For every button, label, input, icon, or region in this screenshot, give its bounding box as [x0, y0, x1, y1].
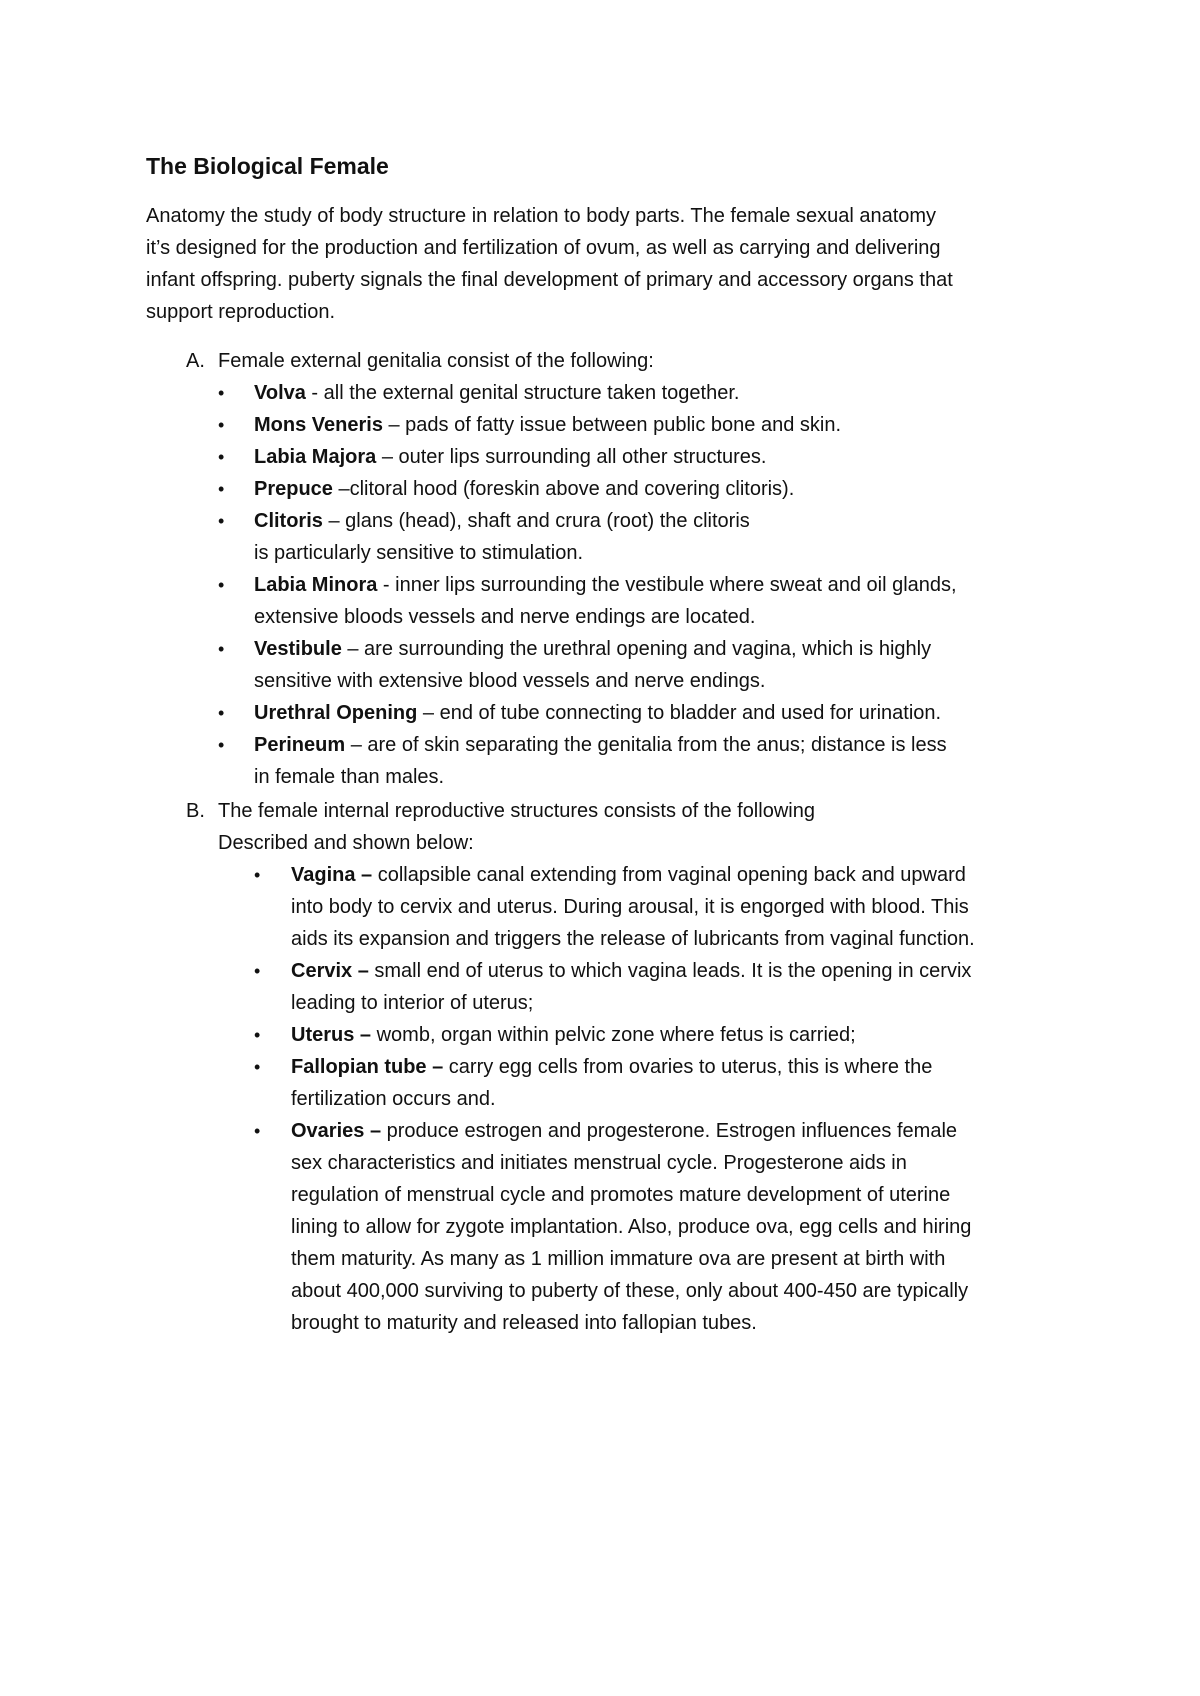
list-item-term: Mons Veneris: [254, 414, 383, 436]
list-item-description: small end of uterus to which vagina leads. It is the opening in cervix: [368, 960, 972, 982]
list-item-term: Labia Majora: [254, 446, 377, 468]
list-item-description: about 400,000 surviving to puberty of these, only about 400-450 are typically: [291, 1280, 969, 1302]
list-item-line: [254, 537, 1200, 569]
section-heading-text: Described and shown below:: [218, 832, 474, 854]
list-item-term: Vagina –: [291, 864, 373, 886]
list-item-description: – pads of fatty issue between public bone and skin.: [382, 414, 842, 436]
bullet-icon: •: [254, 1121, 261, 1141]
list-item: [0, 1051, 1200, 1115]
list-item: [0, 633, 1200, 697]
list-item-line: [291, 987, 1200, 1019]
section-heading-text: Female external genitalia consist of the following:: [218, 350, 654, 372]
list-item: [0, 569, 1200, 633]
list-item-term: Urethral Opening: [254, 702, 418, 724]
bullet-icon: •: [218, 639, 225, 659]
list-item: [0, 729, 1200, 793]
list-item-line: [254, 569, 1200, 601]
list-item-description: - inner lips surrounding the vestibule where sweat and oil glands,: [377, 574, 957, 596]
list-item-line: [291, 1211, 1200, 1243]
list-item-line: [291, 955, 1200, 987]
bullet-icon: •: [218, 511, 225, 531]
list-item-line: [291, 1051, 1200, 1083]
list-item-description: - all the external genital structure taken together.: [305, 382, 740, 404]
list-item-term: Fallopian tube –: [291, 1056, 444, 1078]
list-item: [0, 1019, 1200, 1051]
list-item-line: [291, 1243, 1200, 1275]
list-item-line: [254, 633, 1200, 665]
internal-structures-list: [0, 859, 1200, 1339]
list-item-line: [254, 729, 1200, 761]
bullet-icon: •: [254, 961, 261, 981]
list-item-line: [291, 1083, 1200, 1115]
external-structures-list: [0, 377, 1200, 793]
list-item-description: leading to interior of uterus;: [291, 992, 534, 1014]
list-item-term: Labia Minora: [254, 574, 378, 596]
list-item: [0, 505, 1200, 569]
intro-line: Anatomy the study of body structure in relation to body parts. The female sexual anatomy: [146, 205, 937, 227]
list-item: [0, 377, 1200, 409]
bullet-icon: •: [254, 865, 261, 885]
list-item-description: – are surrounding the urethral opening and vagina, which is highly: [341, 638, 932, 660]
list-item-term: Volva: [254, 382, 306, 404]
list-item-term: Perineum: [254, 734, 346, 756]
list-item-line: [291, 1019, 1200, 1051]
list-item-description: –clitoral hood (foreskin above and covering clitoris).: [332, 478, 795, 500]
bullet-icon: •: [254, 1057, 261, 1077]
list-item-line: [254, 505, 1200, 537]
section-heading: [0, 345, 1200, 377]
list-item-line: [254, 377, 1200, 409]
list-item-line: [254, 409, 1200, 441]
list-item-description: womb, organ within pelvic zone where fetus is carried;: [371, 1024, 856, 1046]
list-item-line: [254, 665, 1200, 697]
list-item-line: [291, 1275, 1200, 1307]
section-internal-structures: [0, 795, 1200, 1339]
list-item-description: extensive bloods vessels and nerve endings are located.: [254, 606, 756, 628]
list-item-description: aids its expansion and triggers the release of lubricants from vaginal function.: [291, 928, 975, 950]
list-item-description: – end of tube connecting to bladder and used for urination.: [417, 702, 942, 724]
list-item-line: [291, 859, 1200, 891]
bullet-icon: •: [218, 383, 225, 403]
list-item-description: – outer lips surrounding all other structures.: [376, 446, 767, 468]
section-heading-text: The female internal reproductive structures consists of the following: [218, 800, 815, 822]
list-item-line: [291, 1115, 1200, 1147]
list-item-line: [291, 1179, 1200, 1211]
section-external-genitalia: [0, 345, 1200, 793]
list-item-description: is particularly sensitive to stimulation.: [254, 542, 584, 564]
list-item: [0, 955, 1200, 1019]
section-marker: B.: [186, 800, 205, 822]
list-item: [0, 473, 1200, 505]
bullet-icon: •: [218, 447, 225, 467]
bullet-icon: •: [254, 1025, 261, 1045]
list-item-line: [254, 697, 1200, 729]
list-item-line: [254, 441, 1200, 473]
list-item-description: them maturity. As many as 1 million immature ova are present at birth with: [291, 1248, 946, 1270]
list-item-description: – are of skin separating the genitalia from the anus; distance is less: [345, 734, 947, 756]
list-item: [0, 859, 1200, 955]
bullet-icon: •: [218, 735, 225, 755]
section-heading-continued: [0, 827, 1200, 859]
list-item-term: Vestibule: [254, 638, 342, 660]
bullet-icon: •: [218, 575, 225, 595]
intro-line: infant offspring. puberty signals the final development of primary and accessory organs that: [146, 269, 953, 291]
list-item-description: brought to maturity and released into fallopian tubes.: [291, 1312, 757, 1334]
list-item-description: collapsible canal extending from vaginal opening back and upward: [372, 864, 966, 886]
list-item-term: Prepuce: [254, 478, 333, 500]
list-item-term: Ovaries –: [291, 1120, 382, 1142]
list-item-description: in female than males.: [254, 766, 445, 788]
section-heading: [0, 795, 1200, 827]
intro-line: it’s designed for the production and fertilization of ovum, as well as carrying and delivering: [146, 237, 941, 259]
list-item-term: Uterus –: [291, 1024, 372, 1046]
list-item-line: [254, 601, 1200, 633]
bullet-icon: •: [218, 415, 225, 435]
list-item: [0, 441, 1200, 473]
section-marker: A.: [186, 350, 205, 372]
intro-paragraph: [146, 200, 1076, 328]
list-item: [0, 1115, 1200, 1339]
list-item-line: [291, 891, 1200, 923]
list-item-line: [254, 473, 1200, 505]
list-item: [0, 697, 1200, 729]
list-item-term: Clitoris: [254, 510, 323, 532]
list-item-description: produce estrogen and progesterone. Estrogen influences female: [381, 1120, 958, 1142]
list-item-line: [254, 761, 1200, 793]
list-item-description: – glans (head), shaft and crura (root) the clitoris: [322, 510, 750, 532]
intro-line: support reproduction.: [146, 301, 336, 323]
list-item-description: sex characteristics and initiates menstrual cycle. Progesterone aids in: [291, 1152, 907, 1174]
list-item-description: lining to allow for zygote implantation. Also, produce ova, egg cells and hiring: [291, 1216, 972, 1238]
list-item-description: carry egg cells from ovaries to uterus, this is where the: [443, 1056, 933, 1078]
bullet-icon: •: [218, 479, 225, 499]
list-item-line: [291, 923, 1200, 955]
list-item-term: Cervix –: [291, 960, 369, 982]
list-item: [0, 409, 1200, 441]
list-item-line: [291, 1307, 1200, 1339]
list-item-description: into body to cervix and uterus. During arousal, it is engorged with blood. This: [291, 896, 969, 918]
list-item-description: regulation of menstrual cycle and promotes mature development of uterine: [291, 1184, 951, 1206]
list-item-description: fertilization occurs and.: [291, 1088, 496, 1110]
bullet-icon: •: [218, 703, 225, 723]
page-title: The Biological Female: [146, 153, 389, 179]
list-item-line: [291, 1147, 1200, 1179]
list-item-description: sensitive with extensive blood vessels and nerve endings.: [254, 670, 766, 692]
